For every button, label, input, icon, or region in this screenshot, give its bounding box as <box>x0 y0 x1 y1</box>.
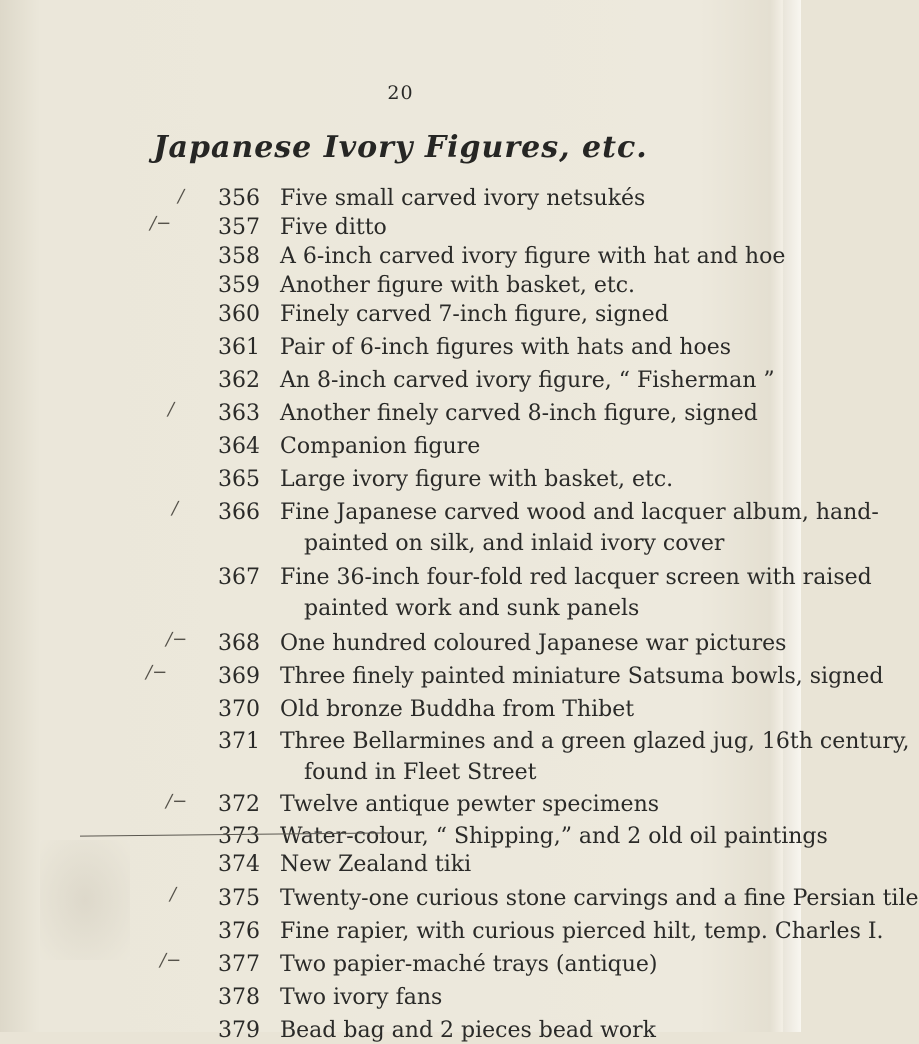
lot-description: Three Bellarmines and a green glazed jug, 16th century, <box>280 729 910 754</box>
lot-number: 358 <box>218 244 260 269</box>
lot-description: New Zealand tiki <box>280 852 472 877</box>
lot-description: Fine rapier, with curious pierced hilt, temp. Charles I. <box>280 919 884 944</box>
lot-number: 370 <box>218 697 260 722</box>
lot-number: 366 <box>218 500 260 525</box>
lot-description-continued: found in Fleet Street <box>304 760 537 785</box>
lot-number: 361 <box>218 335 260 360</box>
page-number: 20 <box>387 82 414 104</box>
lot-description: Bead bag and 2 pieces bead work <box>280 1018 656 1043</box>
pencil-mark: ∕− <box>160 950 182 971</box>
lot-number: 375 <box>218 886 260 911</box>
pencil-mark: ∕ <box>178 186 185 207</box>
lot-description: Five ditto <box>280 215 387 240</box>
lot-number: 356 <box>218 186 260 211</box>
lot-description: Fine 36-inch four-fold red lacquer screen with raised <box>280 565 872 590</box>
lot-description: Another figure with basket, etc. <box>280 273 636 298</box>
lot-description-continued: painted on silk, and inlaid ivory cover <box>304 531 725 556</box>
lot-description: One hundred coloured Japanese war pictures <box>280 631 787 656</box>
lot-description: Three finely painted miniature Satsuma bowls, signed <box>280 664 884 689</box>
lot-description: Five small carved ivory netsukés <box>280 186 646 211</box>
lot-number: 379 <box>218 1018 260 1043</box>
lot-number: 357 <box>218 215 260 240</box>
lot-number: 362 <box>218 368 260 393</box>
lot-description: Finely carved 7-inch figure, signed <box>280 302 669 327</box>
pencil-mark: ∕− <box>166 629 188 650</box>
lot-number: 359 <box>218 273 260 298</box>
page-heading: Japanese Ivory Figures, etc. <box>153 130 648 165</box>
lot-description: Twelve antique pewter specimens <box>280 792 660 817</box>
lot-number: 372 <box>218 792 260 817</box>
pencil-mark: ∕ <box>172 498 179 519</box>
lot-number: 367 <box>218 565 260 590</box>
lot-description: An 8-inch carved ivory figure, “ Fisherman ” <box>280 368 775 393</box>
lot-description: A 6-inch carved ivory figure with hat and hoe <box>280 244 786 269</box>
lot-number: 371 <box>218 729 260 754</box>
lot-description: Twenty-one curious stone carvings and a fine Persian tile <box>280 886 919 911</box>
pencil-mark: ∕− <box>150 213 172 234</box>
lot-number: 369 <box>218 664 260 689</box>
pencil-mark: ∕ <box>168 399 175 420</box>
lot-number: 368 <box>218 631 260 656</box>
lot-description: Water-colour, “ Shipping,” and 2 old oil paintings <box>280 824 828 849</box>
pencil-mark: ∕ <box>170 884 177 905</box>
lot-number: 360 <box>218 302 260 327</box>
lot-description: Two papier-maché trays (antique) <box>280 952 658 977</box>
lot-number: 363 <box>218 401 260 426</box>
lot-description: Fine Japanese carved wood and lacquer album, hand- <box>280 500 879 525</box>
lot-number: 377 <box>218 952 260 977</box>
lot-number: 364 <box>218 434 260 459</box>
lot-description: Two ivory fans <box>280 985 443 1010</box>
lot-description: Another finely carved 8-inch figure, signed <box>280 401 758 426</box>
lot-description: Large ivory figure with basket, etc. <box>280 467 674 492</box>
lot-description-continued: painted work and sunk panels <box>304 596 640 621</box>
lot-description: Old bronze Buddha from Thibet <box>280 697 635 722</box>
lot-description: Companion figure <box>280 434 481 459</box>
pencil-mark: ∕− <box>146 662 168 683</box>
lot-description: Pair of 6-inch figures with hats and hoes <box>280 335 732 360</box>
lot-number: 376 <box>218 919 260 944</box>
pencil-mark: ∕− <box>166 791 188 812</box>
lot-number: 374 <box>218 852 260 877</box>
lot-number: 378 <box>218 985 260 1010</box>
lot-number: 373 <box>218 824 260 849</box>
lot-number: 365 <box>218 467 260 492</box>
